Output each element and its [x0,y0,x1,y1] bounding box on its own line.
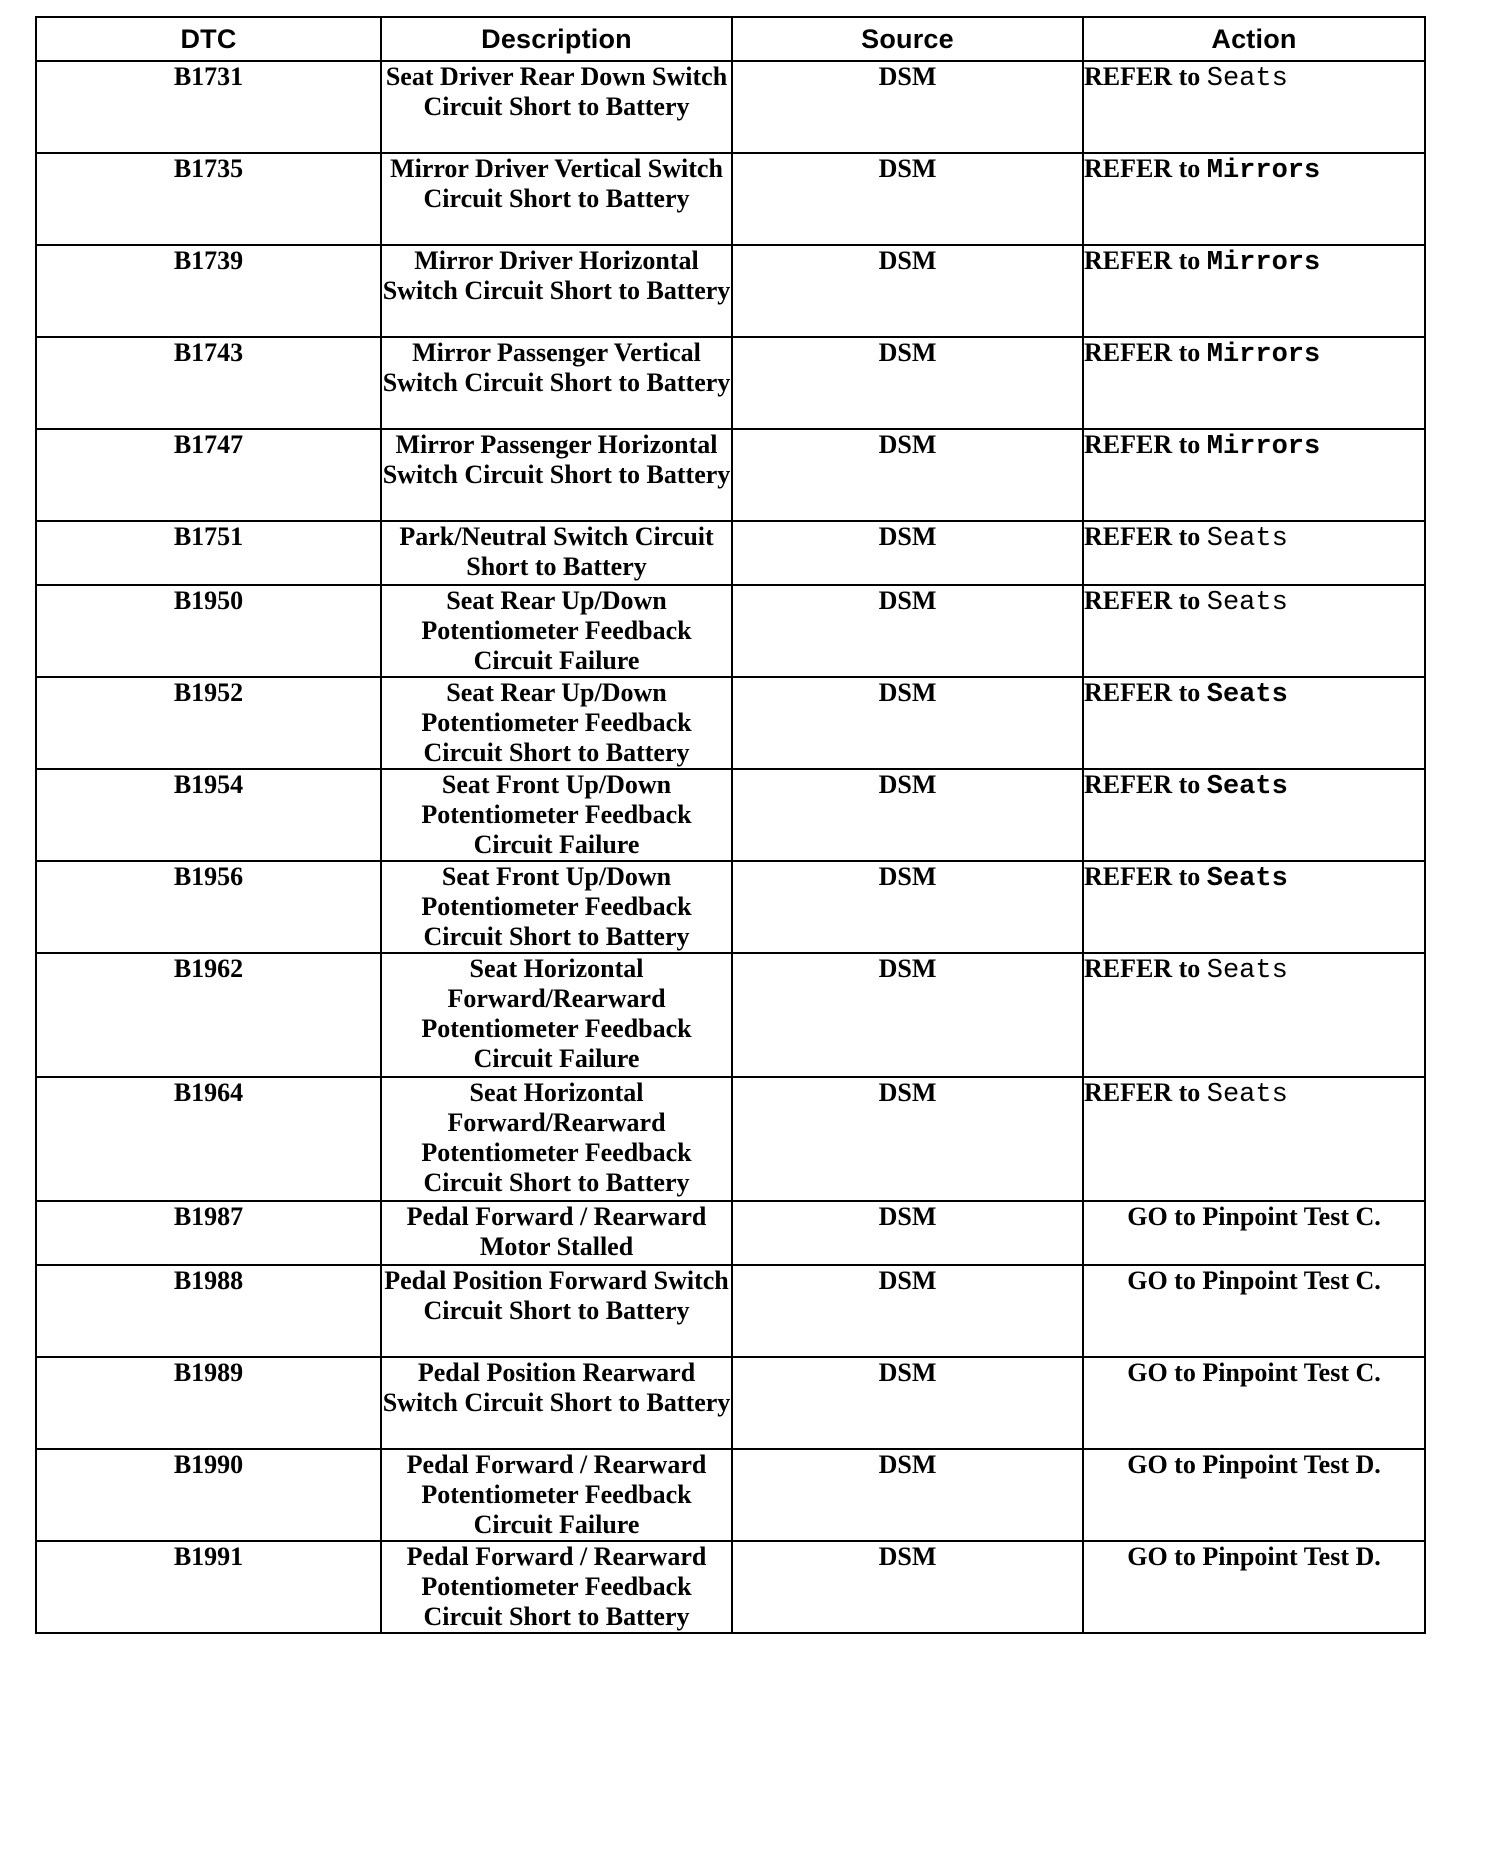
action-prefix: REFER to [1084,1078,1201,1107]
table-row [36,1357,1425,1449]
dtc-description: Seat Rear Up/Down Potentiometer Feedback Circuit Failure [381,585,732,677]
action-prefix: REFER to [1084,62,1201,91]
dtc-source: DSM [732,521,1083,585]
dtc-code: B1952 [36,677,381,769]
dtc-source: DSM [732,153,1083,245]
action-reference-link[interactable]: Seats [1206,864,1288,894]
action-reference-link[interactable]: Seats [1206,588,1288,618]
action-prefix: REFER to [1084,954,1201,983]
dtc-action [1083,61,1425,153]
action-reference-link[interactable]: Mirrors [1206,248,1321,278]
dtc-action [1083,769,1425,861]
dtc-description: Mirror Driver Horizontal Switch Circuit Short to Battery [381,245,732,337]
dtc-description: Pedal Forward / Rearward Potentiometer Feedback Circuit Short to Battery [381,1541,732,1633]
dtc-description: Pedal Position Forward Switch Circuit Short to Battery [381,1265,732,1357]
dtc-code: B1751 [36,521,381,585]
dtc-source: DSM [732,1265,1083,1357]
dtc-code: B1743 [36,337,381,429]
dtc-source: DSM [732,1541,1083,1633]
dtc-description: Park/Neutral Switch Circuit Short to Battery [381,521,732,585]
dtc-action [1083,1077,1425,1201]
table-row [36,521,1425,585]
dtc-action [1083,429,1425,521]
dtc-code: B1964 [36,1077,381,1201]
table-header-row [36,17,1425,61]
table-row [36,861,1425,953]
dtc-code: B1954 [36,769,381,861]
table-row [36,1201,1425,1265]
action-prefix: REFER to [1084,154,1201,183]
dtc-description: Mirror Driver Vertical Switch Circuit Short to Battery [381,153,732,245]
dtc-code: B1987 [36,1201,381,1265]
action-reference-link[interactable]: Seats [1206,64,1288,94]
dtc-code: B1988 [36,1265,381,1357]
dtc-source: DSM [732,245,1083,337]
dtc-code: B1956 [36,861,381,953]
action-prefix: REFER to [1084,522,1201,551]
action-prefix: REFER to [1084,770,1201,799]
dtc-code: B1747 [36,429,381,521]
dtc-source: DSM [732,677,1083,769]
table-row [36,769,1425,861]
table-row [36,1541,1425,1633]
header-source: Source [732,17,1083,61]
dtc-description: Seat Horizontal Forward/Rearward Potentiometer Feedback Circuit Short to Battery [381,1077,732,1201]
dtc-action-pinpoint-link[interactable]: GO to Pinpoint Test D. [1083,1541,1425,1633]
dtc-source: DSM [732,429,1083,521]
dtc-source: DSM [732,337,1083,429]
dtc-action [1083,245,1425,337]
action-reference-link[interactable]: Seats [1206,1080,1288,1110]
dtc-action-pinpoint-link[interactable]: GO to Pinpoint Test C. [1083,1201,1425,1265]
dtc-description: Pedal Forward / Rearward Motor Stalled [381,1201,732,1265]
dtc-action [1083,521,1425,585]
dtc-table [35,16,1426,1634]
action-reference-link[interactable]: Seats [1206,772,1288,802]
action-reference-link[interactable]: Seats [1206,524,1288,554]
action-reference-link[interactable]: Seats [1206,956,1288,986]
dtc-action [1083,953,1425,1077]
dtc-description: Seat Rear Up/Down Potentiometer Feedback Circuit Short to Battery [381,677,732,769]
dtc-code: B1731 [36,61,381,153]
dtc-description: Pedal Position Rearward Switch Circuit Short to Battery [381,1357,732,1449]
dtc-action [1083,585,1425,677]
dtc-description: Seat Driver Rear Down Switch Circuit Short to Battery [381,61,732,153]
dtc-source: DSM [732,1077,1083,1201]
header-dtc: DTC [36,17,381,61]
dtc-action [1083,153,1425,245]
dtc-description: Seat Horizontal Forward/Rearward Potentiometer Feedback Circuit Failure [381,953,732,1077]
table-row [36,153,1425,245]
dtc-source: DSM [732,1449,1083,1541]
dtc-source: DSM [732,585,1083,677]
dtc-code: B1735 [36,153,381,245]
dtc-action [1083,677,1425,769]
dtc-description: Mirror Passenger Vertical Switch Circuit Short to Battery [381,337,732,429]
dtc-source: DSM [732,1201,1083,1265]
table-row [36,245,1425,337]
header-description: Description [381,17,732,61]
dtc-action-pinpoint-link[interactable]: GO to Pinpoint Test C. [1083,1265,1425,1357]
dtc-source: DSM [732,953,1083,1077]
dtc-source: DSM [732,1357,1083,1449]
dtc-action-pinpoint-link[interactable]: GO to Pinpoint Test D. [1083,1449,1425,1541]
table-row [36,1265,1425,1357]
dtc-code: B1989 [36,1357,381,1449]
dtc-action-pinpoint-link[interactable]: GO to Pinpoint Test C. [1083,1357,1425,1449]
table-row [36,61,1425,153]
action-prefix: REFER to [1084,862,1201,891]
action-reference-link[interactable]: Mirrors [1206,340,1321,370]
dtc-code: B1991 [36,1541,381,1633]
table-row [36,585,1425,677]
table-row [36,337,1425,429]
action-reference-link[interactable]: Mirrors [1206,156,1321,186]
table-row [36,429,1425,521]
action-reference-link[interactable]: Mirrors [1206,432,1321,462]
dtc-action [1083,861,1425,953]
dtc-source: DSM [732,61,1083,153]
table-row [36,1449,1425,1541]
action-prefix: REFER to [1084,586,1201,615]
action-prefix: REFER to [1084,678,1201,707]
dtc-source: DSM [732,861,1083,953]
dtc-description: Seat Front Up/Down Potentiometer Feedback Circuit Short to Battery [381,861,732,953]
action-reference-link[interactable]: Seats [1206,680,1288,710]
dtc-description: Pedal Forward / Rearward Potentiometer Feedback Circuit Failure [381,1449,732,1541]
dtc-description: Mirror Passenger Horizontal Switch Circuit Short to Battery [381,429,732,521]
dtc-code: B1962 [36,953,381,1077]
table-row [36,677,1425,769]
header-action: Action [1083,17,1425,61]
table-row [36,953,1425,1077]
dtc-action [1083,337,1425,429]
dtc-code: B1950 [36,585,381,677]
action-prefix: REFER to [1084,430,1201,459]
table-row [36,1077,1425,1201]
dtc-description: Seat Front Up/Down Potentiometer Feedback Circuit Failure [381,769,732,861]
dtc-code: B1990 [36,1449,381,1541]
dtc-code: B1739 [36,245,381,337]
dtc-source: DSM [732,769,1083,861]
action-prefix: REFER to [1084,246,1201,275]
action-prefix: REFER to [1084,338,1201,367]
